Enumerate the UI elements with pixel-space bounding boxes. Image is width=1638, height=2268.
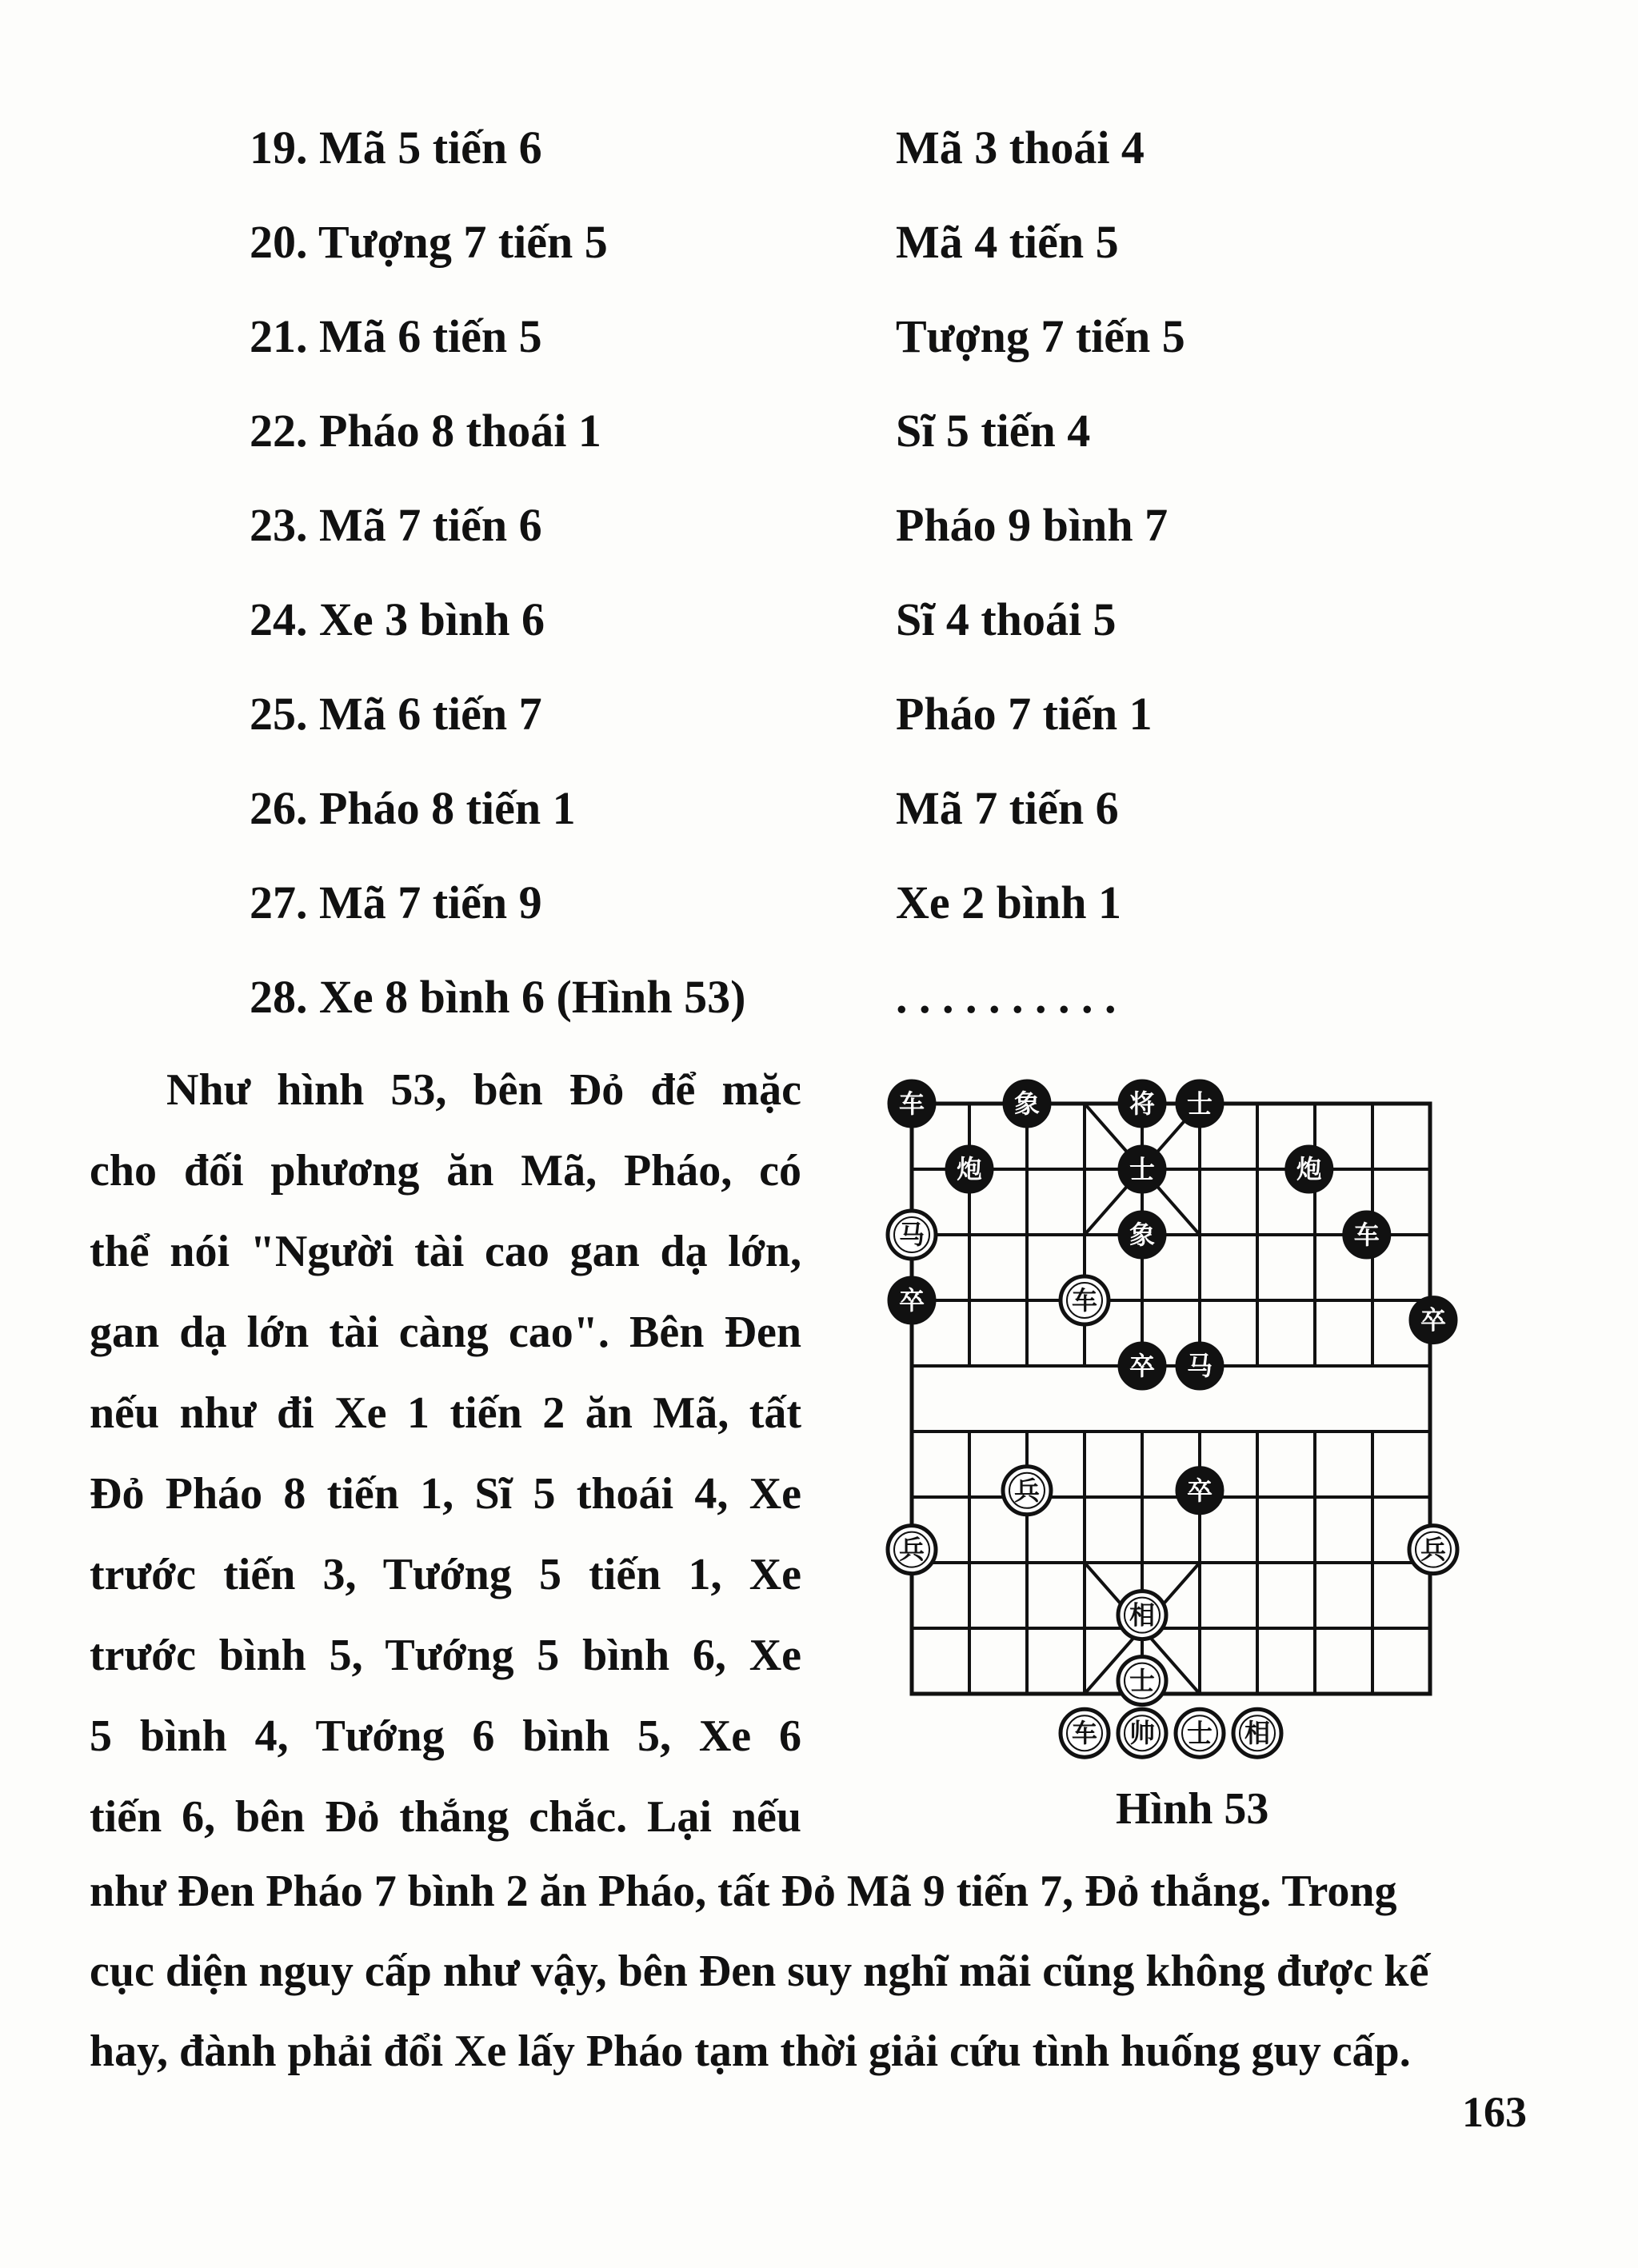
piece-glyph: 马 [898,1220,925,1250]
black-move: Mã 7 tiến 6 [896,782,1119,834]
red-move: 19. Mã 5 tiến 6 [250,122,542,174]
piece-glyph: 兵 [1013,1475,1041,1506]
black-piece [1176,1467,1224,1515]
piece-glyph: 车 [1071,1285,1098,1316]
piece-glyph: 兵 [1420,1534,1447,1565]
black-piece [1118,1342,1166,1390]
red-move: 20. Tượng 7 tiến 5 [250,216,608,268]
piece-glyph: 象 [1013,1088,1041,1119]
black-piece [1003,1080,1051,1128]
piece-glyph: 士 [1186,1088,1213,1119]
red-piece [1409,1526,1457,1574]
move-row [250,399,1289,493]
text-line: thể nói "Người tài cao gan dạ lớn, [90,1227,801,1276]
piece-glyph: 车 [1071,1718,1098,1749]
commentary-paragraph-left [90,1050,801,1858]
figure-caption: Hình 53 [1116,1784,1269,1834]
black-piece [1118,1080,1166,1128]
piece-glyph: 卒 [1420,1304,1447,1336]
red-piece [1003,1467,1051,1515]
text-line: hay, đành phải đổi Xe lấy Pháo tạm thời giải cứu tình huống guy cấp. [90,2026,1411,2076]
black-piece [1176,1080,1224,1128]
piece-glyph: 士 [1129,1154,1156,1184]
black-piece [1176,1342,1224,1390]
piece-glyph: 卒 [1186,1475,1213,1506]
black-piece [945,1145,993,1193]
piece-glyph: 士 [1129,1665,1156,1696]
piece-glyph: 帅 [1129,1718,1156,1749]
piece-glyph: 车 [898,1088,925,1119]
commentary-paragraph-full [90,1851,1553,2091]
move-row [250,116,1289,210]
move-row [250,210,1289,305]
move-row [250,493,1289,588]
red-move: 26. Pháo 8 tiến 1 [250,782,576,834]
black-move: Mã 4 tiến 5 [896,216,1119,268]
move-row [250,871,1289,965]
text-line: như Đen Pháo 7 bình 2 ăn Pháo, tất Đỏ Mã 9 tiến 7, Đỏ thắng. Trong [90,1867,1397,1916]
black-piece [1285,1145,1333,1193]
piece-glyph: 相 [1244,1718,1271,1749]
black-move: Xe 2 bình 1 [896,876,1122,928]
red-piece [1061,1276,1109,1324]
black-move: Sĩ 5 tiến 4 [896,405,1091,457]
red-piece [1118,1709,1166,1757]
piece-glyph: 兵 [898,1534,925,1565]
text-line: nếu như đi Xe 1 tiến 2 ăn Mã, tất [90,1388,801,1438]
piece-glyph: 炮 [1296,1154,1322,1184]
black-piece [1118,1211,1166,1259]
text-line: Như hình 53, bên Đỏ để mặc [166,1065,801,1115]
move-row [250,305,1289,399]
piece-glyph: 象 [1129,1220,1156,1250]
piece-glyph: 炮 [956,1154,983,1184]
red-move: 21. Mã 6 tiến 5 [250,310,542,362]
move-row [250,588,1289,682]
piece-glyph: 士 [1186,1718,1213,1749]
black-piece [1343,1211,1391,1259]
red-move: 27. Mã 7 tiến 9 [250,876,542,928]
black-piece [1409,1296,1457,1344]
text-line: cục diện nguy cấp như vậy, bên Đen suy nghĩ mãi cũng không được kế [90,1947,1429,1996]
red-move: 23. Mã 7 tiến 6 [250,499,542,551]
black-piece [1118,1145,1166,1193]
red-piece [1118,1657,1166,1705]
black-move: Tượng 7 tiến 5 [896,310,1185,362]
text-line: 5 bình 4, Tướng 6 bình 5, Xe 6 [90,1711,801,1761]
red-piece [888,1211,936,1259]
text-line: trước tiến 3, Tướng 5 tiến 1, Xe [90,1550,801,1599]
text-line: cho đối phương ăn Mã, Pháo, có [90,1146,801,1196]
red-move: 22. Pháo 8 thoái 1 [250,405,601,457]
red-move: 24. Xe 3 bình 6 [250,593,545,645]
text-line: tiến 6, bên Đỏ thắng chắc. Lại nếu [90,1792,801,1842]
piece-glyph: 卒 [1129,1351,1156,1381]
piece-glyph: 将 [1129,1088,1156,1119]
piece-glyph: 马 [1186,1351,1213,1381]
red-move: 28. Xe 8 bình 6 (Hình 53) [250,971,746,1023]
text-line: trước bình 5, Tướng 5 bình 6, Xe [90,1631,801,1680]
move-row [250,682,1289,777]
red-piece [888,1526,936,1574]
red-move: 25. Mã 6 tiến 7 [250,688,542,740]
black-move: Pháo 9 bình 7 [896,499,1169,551]
black-move: Pháo 7 tiến 1 [896,688,1153,740]
piece-glyph: 相 [1129,1599,1156,1631]
red-piece [1233,1709,1281,1757]
page-number: 163 [1462,2088,1527,2136]
black-move: Sĩ 4 thoái 5 [896,593,1117,645]
red-piece [1118,1591,1166,1639]
black-piece [888,1276,936,1324]
piece-glyph: 卒 [898,1285,925,1316]
black-piece [888,1080,936,1128]
move-list [250,116,1289,1060]
piece-glyph: 车 [1353,1220,1380,1250]
red-piece [1061,1709,1109,1757]
xiangqi-board-diagram [864,1040,1472,1759]
text-line: Đỏ Pháo 8 tiến 1, Sĩ 5 thoái 4, Xe [90,1469,801,1519]
text-line: gan dạ lớn tài càng cao". Bên Đen [90,1308,801,1357]
move-row [250,777,1289,871]
board-border [912,1104,1430,1694]
black-move: . . . . . . . . . . [896,971,1117,1023]
black-move: Mã 3 thoái 4 [896,122,1145,174]
red-piece [1176,1709,1224,1757]
